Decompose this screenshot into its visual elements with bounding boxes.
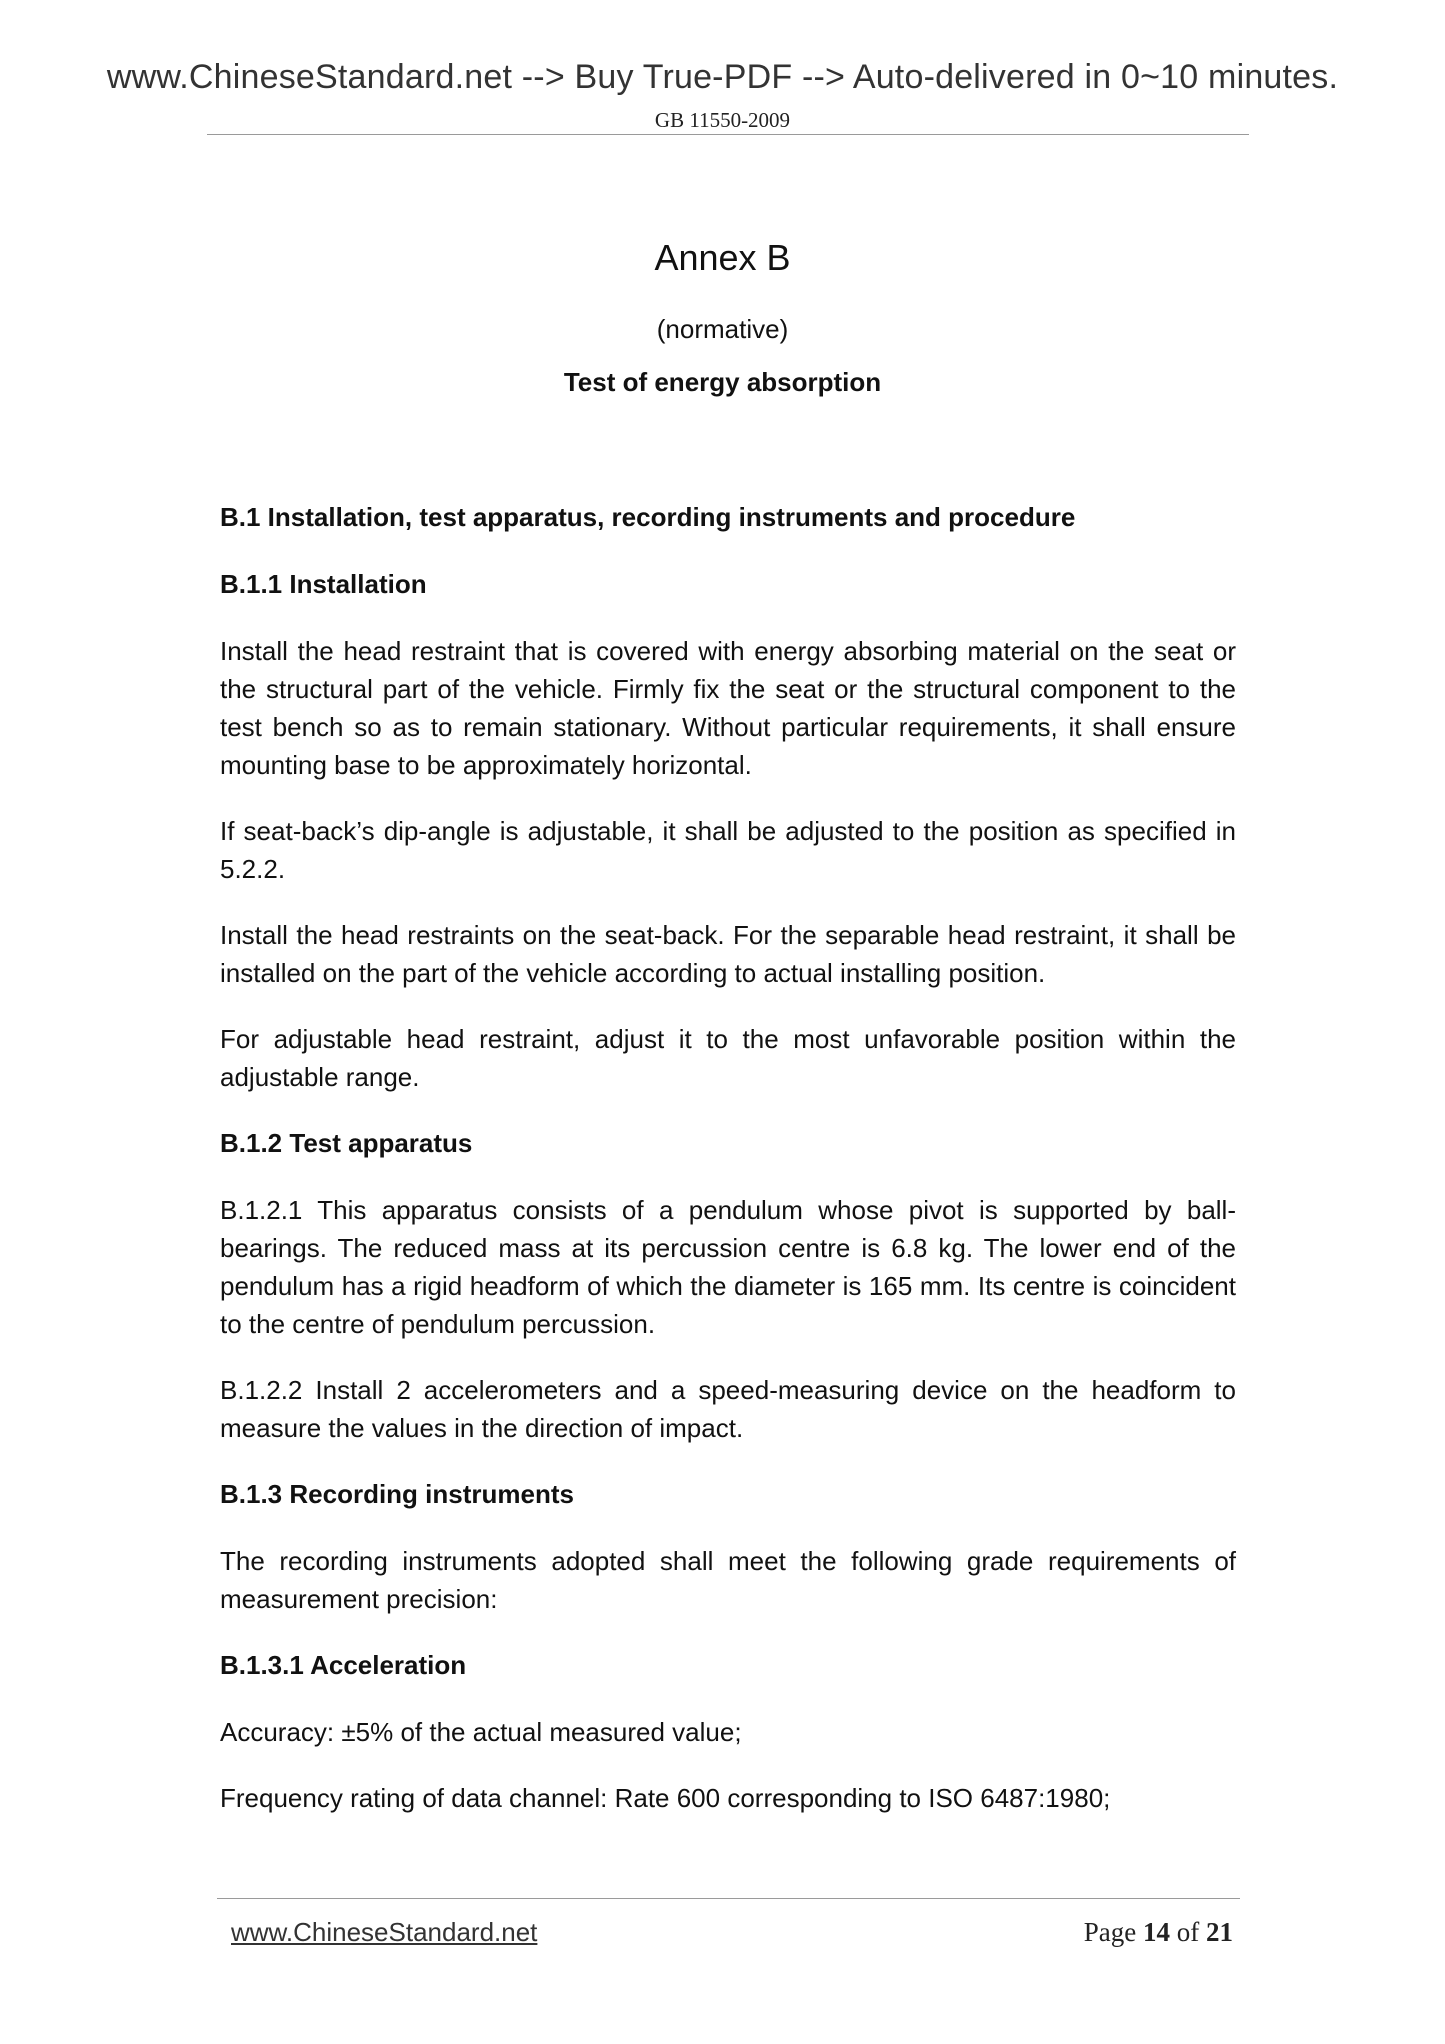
section-heading-b1: B.1 Installation, test apparatus, recording instruments and procedure [220,502,1076,532]
standard-code: GB 11550-2009 [654,108,791,132]
header-banner: www.ChineseStandard.net --> Buy True-PDF --> Auto-delivered in 0~10 minutes. [106,58,1339,96]
page-of-label: of [1176,1917,1200,1947]
page-number [1084,1917,1233,1948]
page-current: 14 [1143,1917,1170,1947]
annex-type: (normative) [656,314,789,344]
paragraph-b1-1-1: Install the head restraint that is covered with energy absorbing material on the seat or the structural part of the vehicle. Firmly fix the seat or the structural component to the test bench so as to remain stationary. Without particular requirements, it shall ensure mounting base to be approximately horizontal. [220,636,1236,780]
paragraph-b1-2-2: B.1.2.2 Install 2 accelerometers and a speed-measuring device on the headform to measure the values in the direction of impact. [220,1375,1236,1443]
page-label: Page [1083,1917,1137,1947]
paragraph-b1-2-1: B.1.2.1 This apparatus consists of a pendulum whose pivot is supported by ball-bearings. The reduced mass at its percussion centre is 6.8 kg. The lower end of the pendulum has a rigid headform of which the diameter is 165 mm. Its centre is coincident to the centre of pendulum percussion. [220,1195,1236,1339]
annex-title: Annex B [654,237,791,278]
annex-subject: Test of energy absorption [563,367,882,397]
section-heading-b1-1: B.1.1 Installation [220,569,427,599]
header-divider [207,134,1249,135]
section-heading-b1-3: B.1.3 Recording instruments [220,1479,574,1509]
footer-site-link[interactable]: www.ChineseStandard.net [231,1917,538,1947]
section-heading-b1-3-1: B.1.3.1 Acceleration [220,1650,467,1680]
document-body [220,498,1236,1817]
paragraph-b1-3: The recording instruments adopted shall meet the following grade requirements of measurement precision: [220,1546,1236,1614]
paragraph-frequency-rating: Frequency rating of data channel: Rate 600 corresponding to ISO 6487:1980; [220,1783,1111,1813]
paragraph-b1-1-3: Install the head restraints on the seat-back. For the separable head restraint, it shall be installed on the part of the vehicle according to actual installing position. [220,920,1236,988]
paragraph-accuracy: Accuracy: ±5% of the actual measured value; [220,1717,742,1747]
page-total: 21 [1206,1917,1233,1947]
section-heading-b1-2: B.1.2 Test apparatus [220,1128,473,1158]
footer-divider [217,1898,1240,1899]
paragraph-b1-1-4: For adjustable head restraint, adjust it to the most unfavorable position within the adjustable range. [220,1024,1236,1092]
paragraph-b1-1-2: If seat-back’s dip-angle is adjustable, it shall be adjusted to the position as specified in 5.2.2. [220,816,1236,884]
